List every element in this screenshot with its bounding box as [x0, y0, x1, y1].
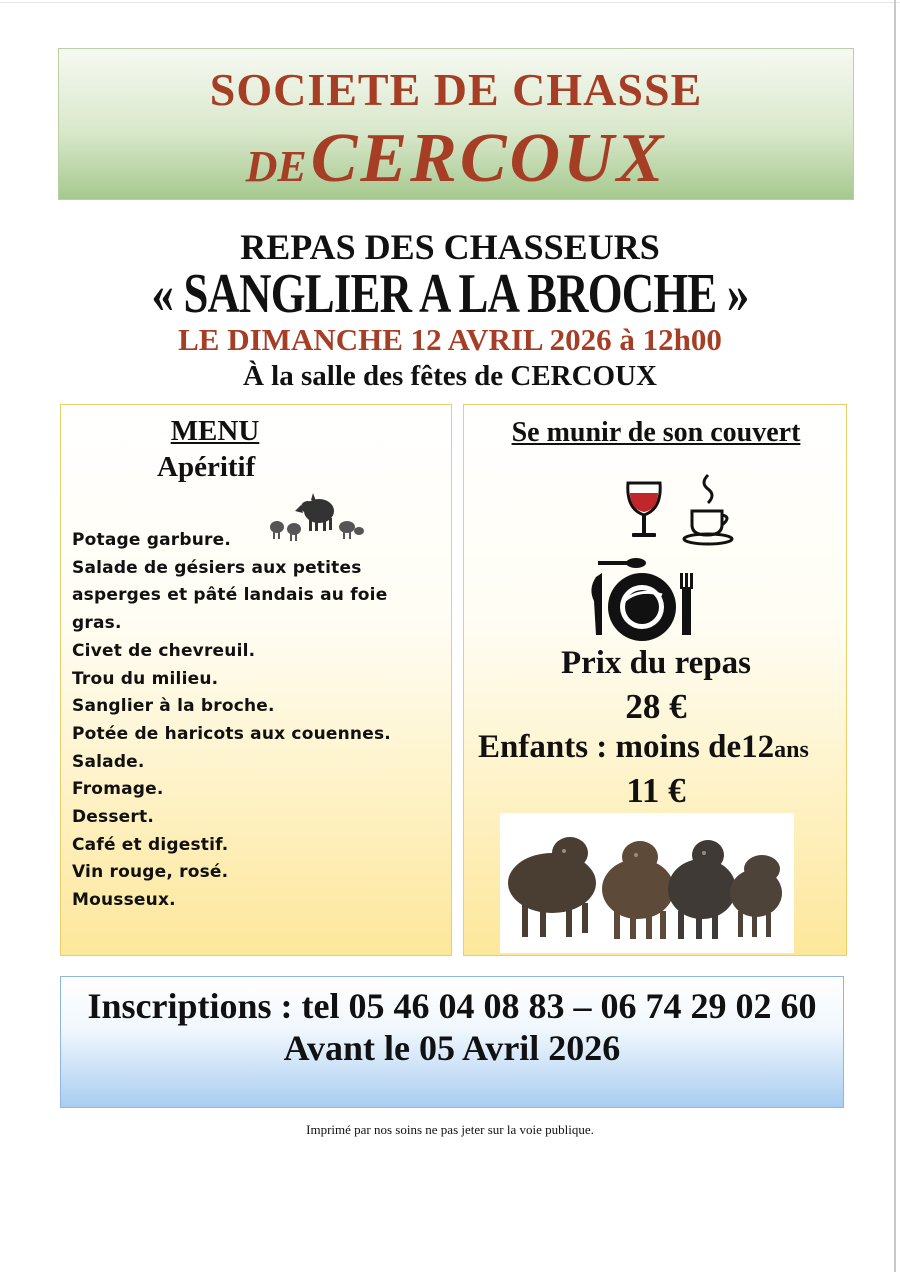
- menu-item: gras.: [72, 613, 122, 634]
- menu-item: Café et digestif.: [72, 834, 229, 855]
- menu-aperitif: Apéritif: [157, 451, 256, 483]
- header-de: DE: [245, 142, 307, 191]
- footer-note: Imprimé par nos soins ne pas jeter sur la voie publique.: [306, 1122, 594, 1137]
- menu-item: Potage garbure.: [72, 530, 232, 550]
- menu-item: Salade de gésiers aux petites: [72, 557, 362, 578]
- menu-item: Trou du milieu.: [72, 668, 219, 689]
- registration-deadline: Avant le 05 Avril 2026: [283, 1028, 621, 1068]
- menu-item: Potée de haricots aux couennes.: [72, 723, 391, 744]
- coffee-cup-icon: [682, 473, 736, 547]
- menu-item: Fromage.: [72, 779, 164, 800]
- registration-banner: [60, 976, 844, 1108]
- wild-boar-herd-icon: [500, 813, 794, 953]
- price-value: 28 €: [625, 687, 687, 726]
- children-label-unit: ans: [774, 737, 809, 763]
- menu-item: Vin rouge, rosé.: [72, 862, 229, 883]
- registration-phones: Inscriptions : tel 05 46 04 08 83 – 06 74 29 02 60: [87, 986, 817, 1026]
- header-title-line1: SOCIETE DE CHASSE: [209, 64, 703, 115]
- menu-item: Civet de chevreuil.: [72, 640, 256, 661]
- menu-item: asperges et pâté landais au foie: [72, 585, 388, 606]
- header-banner: [58, 48, 854, 200]
- event-venue: À la salle des fêtes de CERCOUX: [242, 360, 657, 392]
- wine-glass-icon: [624, 479, 664, 541]
- menu-item: Mousseux.: [72, 890, 176, 911]
- event-date: LE DIMANCHE 12 AVRIL 2026 à 12h00: [178, 322, 722, 357]
- menu-item: Sanglier à la broche.: [72, 696, 275, 717]
- menu-panel: [60, 404, 452, 956]
- menu-item: Salade.: [72, 751, 145, 772]
- page-right-edge: [894, 0, 896, 1272]
- header-title-line2: [59, 119, 853, 199]
- menu-title-wrap: [61, 415, 453, 448]
- children-label-text: Enfants : moins de12: [478, 729, 775, 765]
- price-label: Prix du repas: [560, 645, 752, 681]
- info-panel: [463, 404, 847, 956]
- event-subtitle: « SANGLIER A LA BROCHE »: [151, 263, 749, 325]
- header-village-name: CERCOUX: [310, 120, 667, 197]
- menu-list: [72, 527, 402, 915]
- couvert-notice: Se munir de son couvert: [511, 417, 801, 448]
- menu-item: Dessert.: [72, 807, 154, 828]
- page-top-edge: [0, 2, 900, 3]
- menu-title: MENU: [170, 415, 260, 447]
- children-price-label: [478, 729, 809, 766]
- children-price-value: 11 €: [626, 771, 686, 810]
- plate-cutlery-icon: [588, 551, 698, 643]
- event-title: REPAS DES CHASSEURS: [240, 227, 660, 267]
